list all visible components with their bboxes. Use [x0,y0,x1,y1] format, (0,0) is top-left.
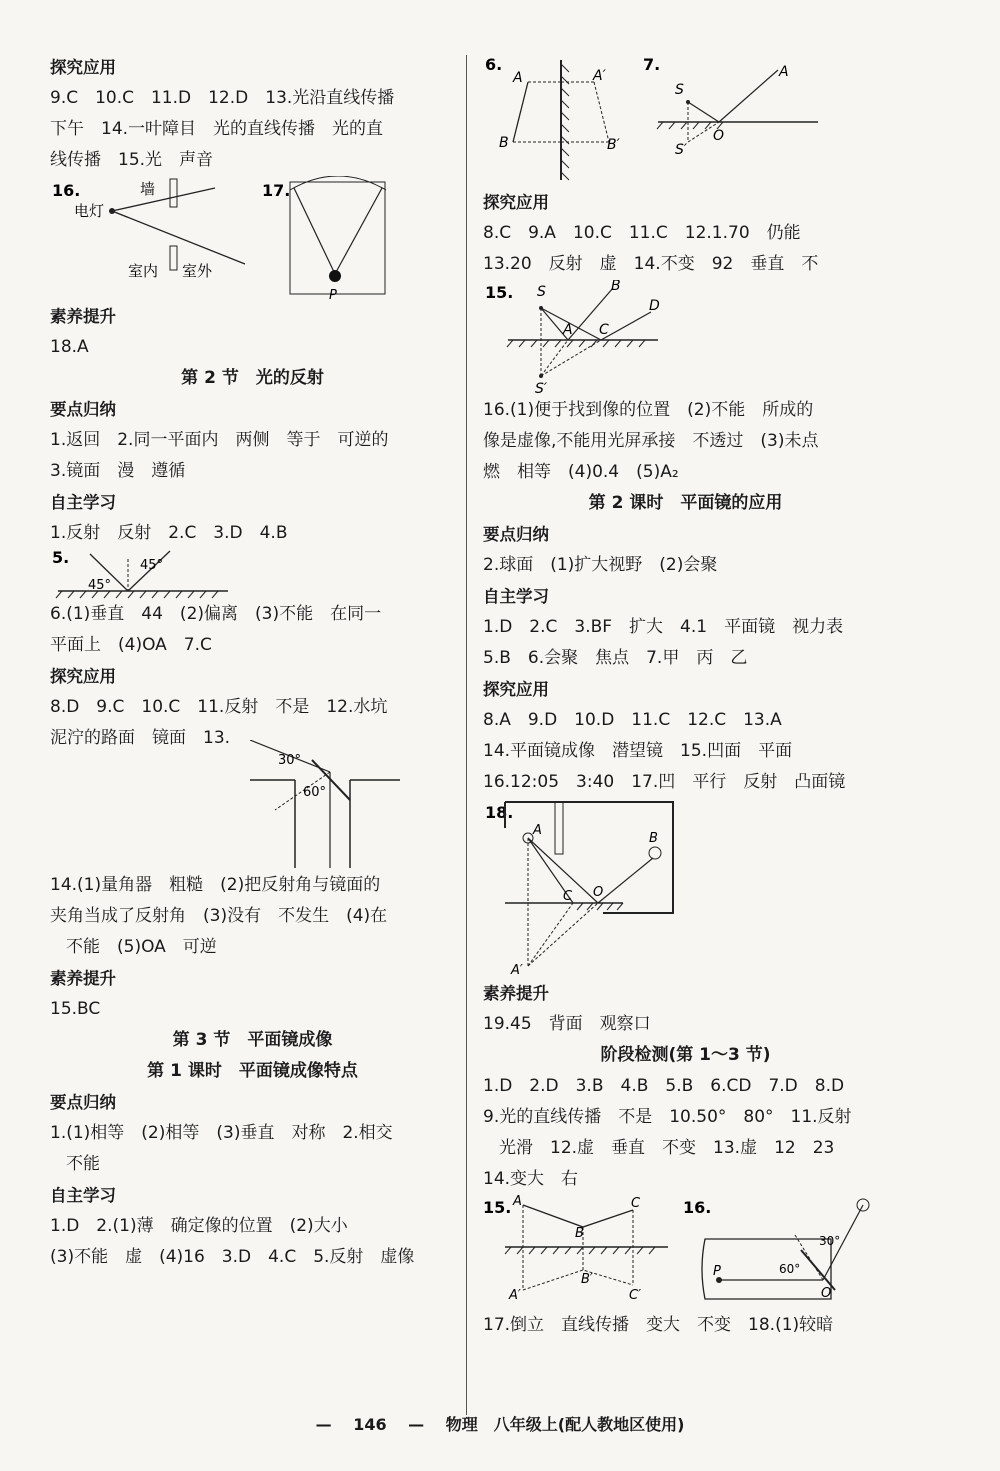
label-o: O [821,1286,832,1301]
outside-label: 室外 [182,262,213,280]
fig-15-number: 15. [485,283,514,302]
label-a-prime: A′ [509,1288,521,1303]
lesson-title: 第 1 课时 平面镜成像特点 [147,1061,358,1081]
page-footer [0,1412,1000,1435]
section-heading: 要点归纳 [50,400,116,419]
fig-16-number: 16. [52,181,81,200]
answer-line: 3.镜面 漫 遵循 [50,461,186,481]
answer-line: 1.(1)相等 (2)相等 (3)垂直 对称 2.相交 [50,1123,393,1143]
answer-line: 像是虚像,不能用光屏承接 不透过 (3)未点 [483,431,819,451]
answer-line: 线传播 15.光 声音 [50,150,214,170]
angle-30: 30° [819,1234,841,1248]
answer-line: 1.D 2.(1)薄 确定像的位置 (2)大小 [50,1216,348,1236]
label-s: S [537,284,546,300]
angle-60: 60° [303,785,327,800]
column-divider [466,55,467,1415]
section-heading: 探究应用 [483,193,549,212]
test-diagrams [483,1195,888,1310]
wall-label: 墙 [140,180,156,198]
answer-line: 8.D 9.C 10.C 11.反射 不是 12.水坑 [50,697,388,717]
section-heading: 自主学习 [50,1186,116,1205]
answer-line: 不能 [66,1154,100,1174]
label-p: P [713,1264,721,1279]
label-s: S [675,82,684,98]
figure-6-7 [483,52,888,187]
book-info: 物理 八年级上(配人教地区使用) [445,1415,685,1434]
answer-line: 5.B 6.会聚 焦点 7.甲 丙 乙 [483,648,748,668]
room-mirror-diagram [483,798,888,978]
label-s-prime: S′ [675,142,688,158]
label-o: O [713,128,725,144]
section-heading: 素养提升 [50,307,116,326]
section-heading: 要点归纳 [483,525,549,544]
page-number: 146 [353,1415,387,1434]
label-c: C [599,322,609,338]
point-p [329,270,341,282]
wall-bottom [170,246,177,270]
section-heading: 自主学习 [50,493,116,512]
angle-left: 45° [88,578,112,593]
answer-line: 15.BC [50,999,101,1019]
p-label: P [329,288,337,301]
label-b: B [611,280,621,294]
figure-18 [483,798,888,978]
answer-line: 9.光的直线传播 不是 10.50° 80° 11.反射 [483,1107,852,1127]
figure-15b-16b [483,1195,888,1310]
fig-18-number: 18. [485,803,514,822]
section-heading: 自主学习 [483,587,549,606]
label-a: A [563,322,573,338]
label-s-prime: S′ [535,381,548,395]
fig-7-number: 7. [643,55,661,74]
answer-line: 1.返回 2.同一平面内 两侧 等于 可逆的 [50,430,389,450]
section-heading: 探究应用 [50,667,116,686]
section-heading: 探究应用 [483,680,549,699]
label-a: A [513,1195,522,1209]
fig-15b-number: 15. [483,1198,512,1217]
label-o: O [593,885,604,900]
answer-line: 泥泞的路面 镜面 13. [50,728,231,748]
answer-line: 平面上 (4)OA 7.C [50,635,212,655]
footer-dash: — [408,1415,425,1434]
angle-right: 45° [140,558,164,573]
label-d: D [649,298,660,314]
answer-line: 16.(1)便于找到像的位置 (2)不能 所成的 [483,400,814,420]
label-c: C [631,1196,641,1211]
answer-line: (3)不能 虚 (4)16 3.D 4.C 5.反射 虚像 [50,1247,415,1267]
answer-line: 下午 14.一叶障目 光的直线传播 光的直 [50,119,384,139]
chapter-title: 第 3 节 平面镜成像 [172,1030,333,1050]
figure-16-17 [50,176,455,301]
answer-line: 14.变大 右 [483,1169,579,1189]
answer-line: 不能 (5)OA 可逆 [66,937,217,957]
answer-line: 1.D 2.C 3.BF 扩大 4.1 平面镜 视力表 [483,617,844,637]
answer-line: 光滑 12.虚 垂直 不变 13.虚 12 23 [499,1138,835,1158]
angle-30: 30° [278,753,302,768]
label-c: C [563,889,573,904]
answer-line: 1.D 2.D 3.B 4.B 5.B 6.CD 7.D 8.D [483,1076,845,1096]
mirror-ray-diagram [483,280,888,395]
section-heading: 素养提升 [483,984,549,1003]
label-c-prime: C′ [629,1288,642,1303]
inside-label: 室内 [128,262,159,280]
footer-dash: — [315,1415,332,1434]
answer-line: 9.C 10.C 11.D 12.D 13.光沿直线传播 [50,88,395,108]
answer-line: 夹角当成了反射角 (3)没有 不发生 (4)在 [50,906,388,926]
answer-line: 16.12:05 3:40 17.凹 平行 反射 凸面镜 [483,772,846,792]
answer-line: 6.(1)垂直 44 (2)偏离 (3)不能 在同一 [50,604,382,624]
answer-line: 19.45 背面 观察口 [483,1014,651,1034]
label-a: A [513,70,523,86]
figure-5 [50,549,455,599]
mirror-image-diagrams [483,52,888,187]
label-a-prime: A′ [511,963,523,978]
angle-60: 60° [779,1262,801,1276]
answer-line: 8.A 9.D 10.D 11.C 12.C 13.A [483,710,782,730]
lamp-label: 电灯 [74,202,105,220]
answer-line: 2.球面 (1)扩大视野 (2)会聚 [483,555,718,575]
figure-13 [50,740,455,870]
chapter-title: 第 2 节 光的反射 [181,368,324,388]
label-b-prime: B′ [607,137,620,153]
answer-line: 17.倒立 直线传播 变大 不变 18.(1)较暗 [483,1315,834,1335]
wall-top [170,179,177,207]
test-title: 阶段检测(第 1～3 节) [600,1045,771,1065]
answer-line: 18.A [50,337,89,357]
fig-6-number: 6. [485,55,503,74]
fig-16b-number: 16. [683,1198,712,1217]
label-b: B [575,1226,584,1241]
fig-17-number: 17. [262,181,291,200]
right-column [483,52,888,1341]
label-a: A [533,823,542,838]
lesson-title: 第 2 课时 平面镜的应用 [588,493,783,513]
label-a-prime: A′ [593,68,606,84]
section-heading: 探究应用 [50,58,116,77]
shadow-diagrams [50,176,455,301]
section-heading: 素养提升 [50,969,116,988]
answer-line: 13.20 反射 虚 14.不变 92 垂直 不 [483,254,819,274]
label-b: B [499,135,509,151]
answer-line: 燃 相等 (4)0.4 (5)A₂ [483,462,679,482]
label-b: B [649,831,658,846]
well-reflection-diagram [50,740,455,870]
figure-15 [483,280,888,395]
answer-line: 14.平面镜成像 潜望镜 15.凹面 平面 [483,741,793,761]
section-heading: 要点归纳 [50,1093,116,1112]
answer-line: 14.(1)量角器 粗糙 (2)把反射角与镜面的 [50,875,381,895]
left-column [50,52,455,1273]
answer-line: 8.C 9.A 10.C 11.C 12.1.70 仍能 [483,223,801,243]
label-a: A [779,64,789,80]
answer-line: 1.反射 反射 2.C 3.D 4.B [50,523,288,543]
label-b-prime: B′ [581,1272,593,1287]
reflection-45-diagram [50,549,455,599]
fig-5-number: 5. [52,549,70,567]
